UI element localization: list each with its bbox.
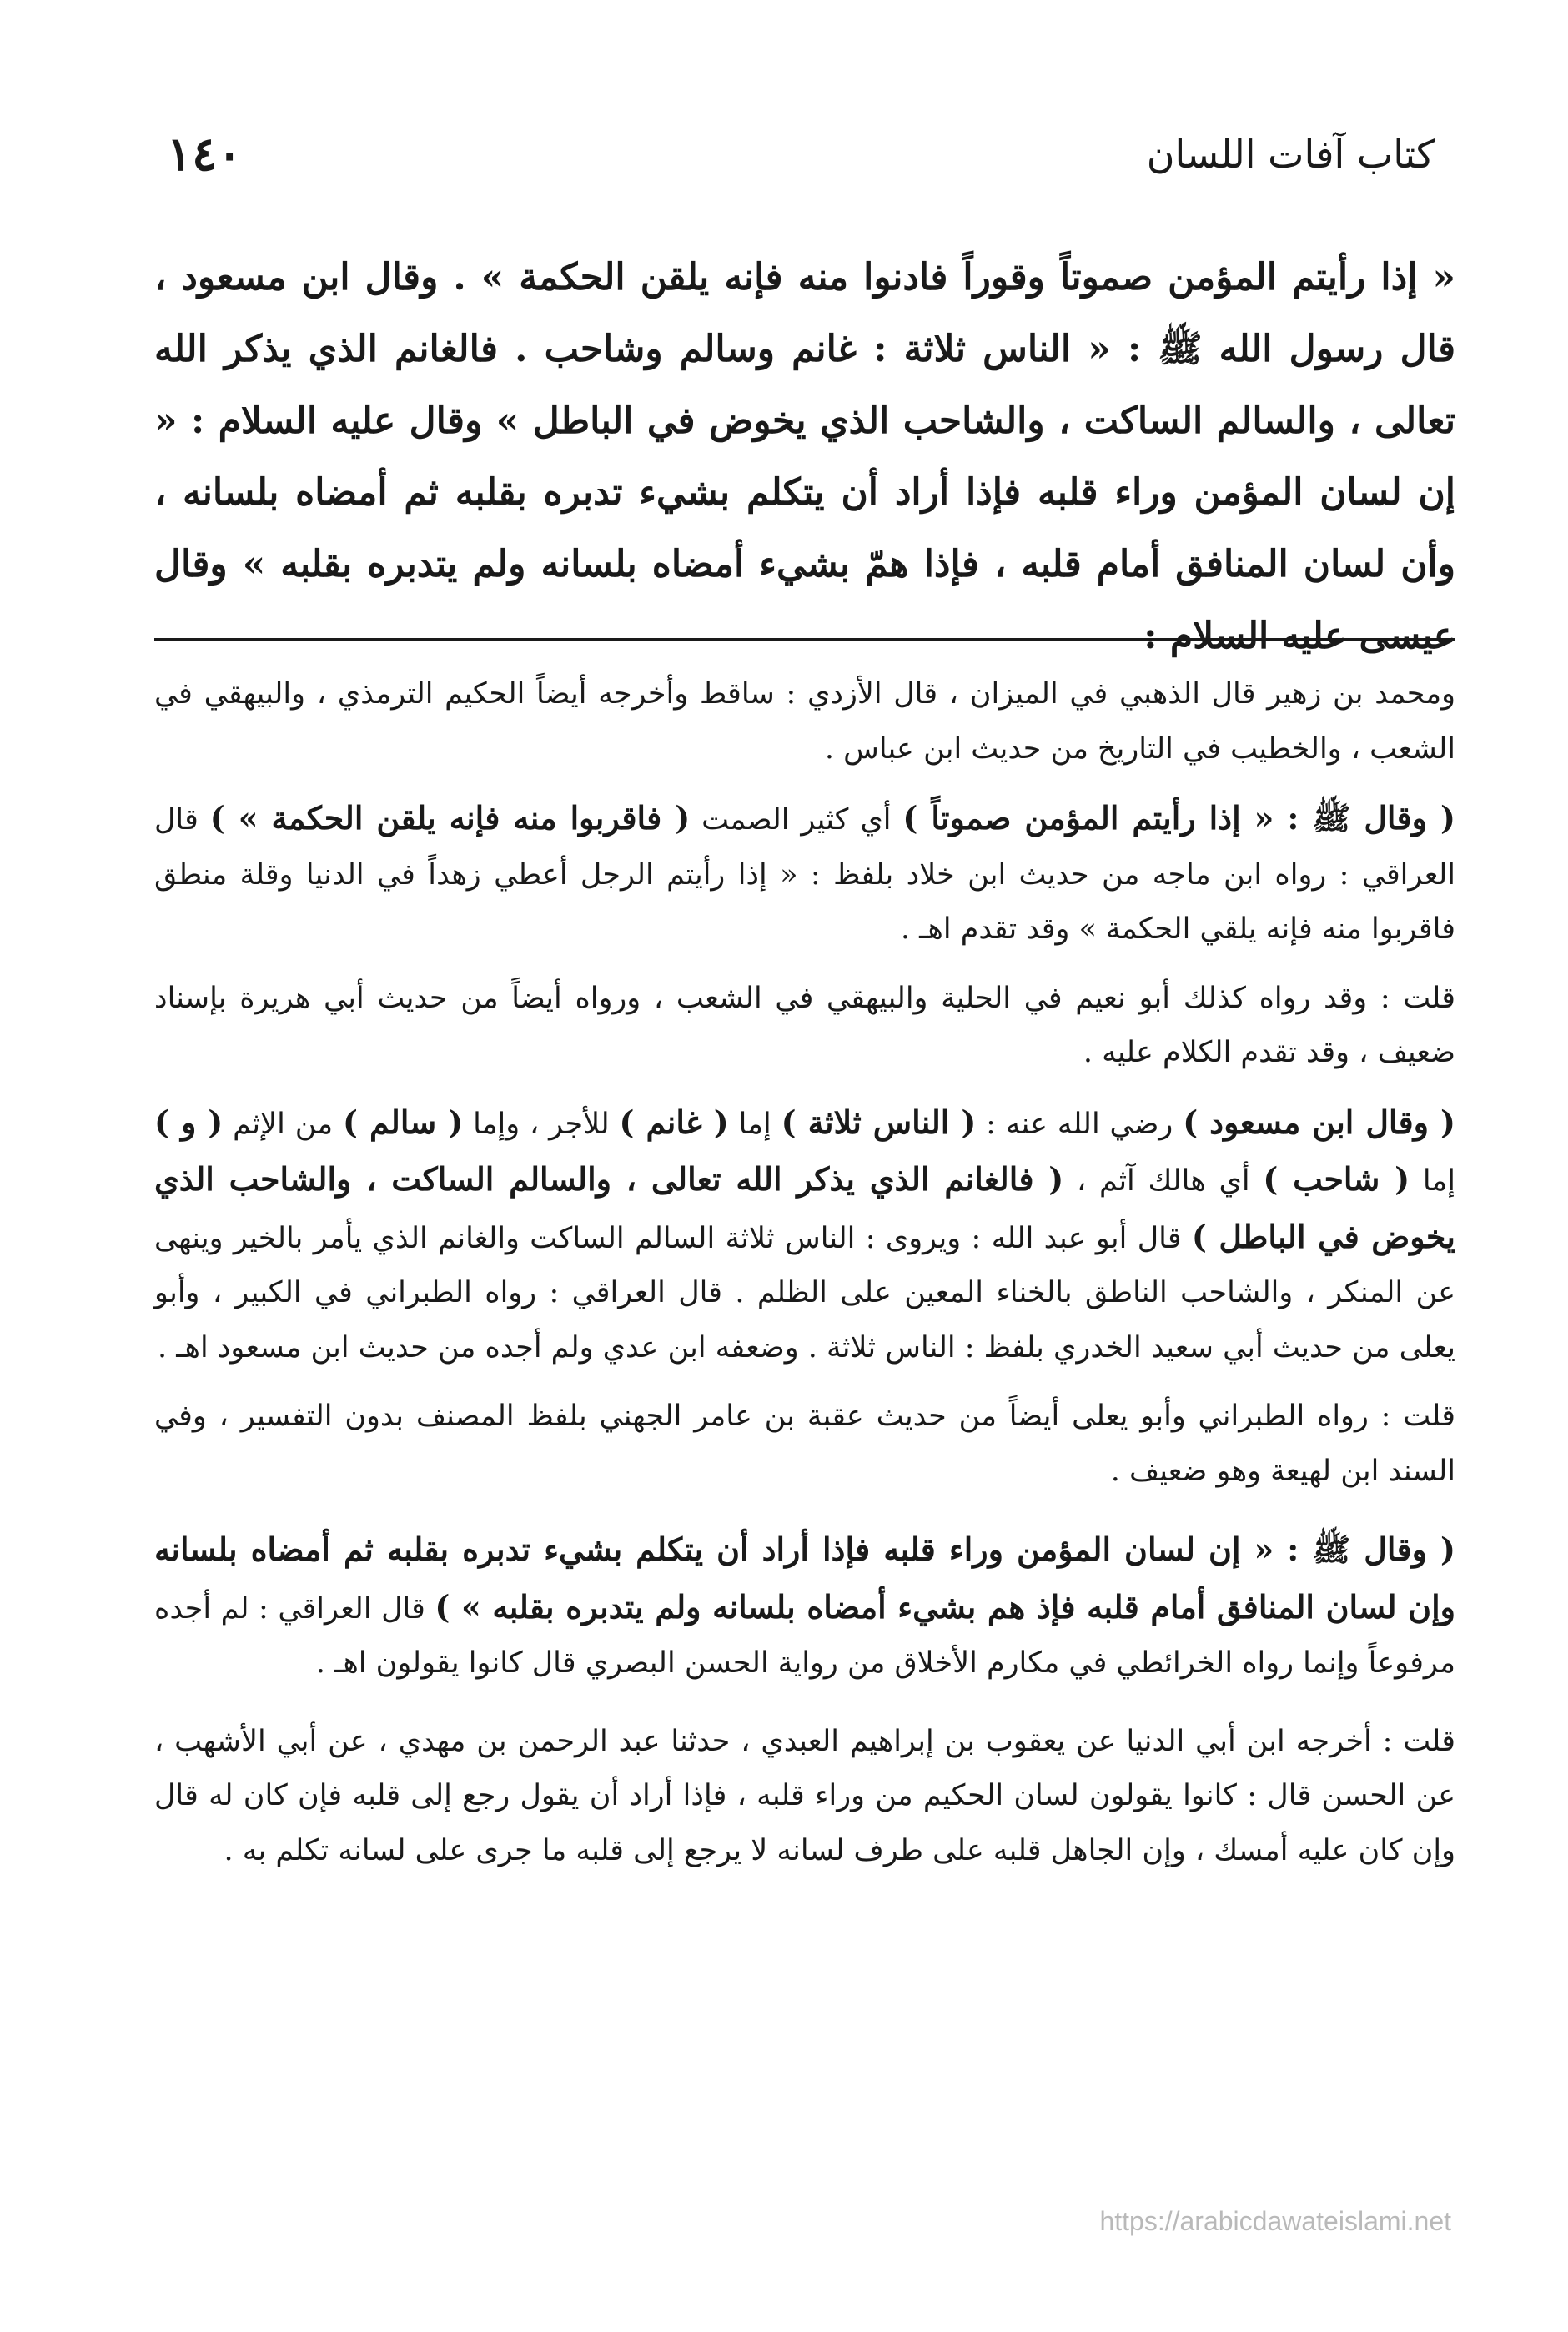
commentary-paragraph: [154, 1390, 1455, 1499]
quoted-matn: ( شاحب ): [1263, 1160, 1410, 1198]
commentary-text: للأجر ، وإما: [463, 1107, 620, 1141]
quoted-matn: ( وقال ابن مسعود ): [1183, 1103, 1455, 1141]
quoted-matn: ( وقال ﷺ : « إن لسان المؤمن وراء قلبه فإذا أراد أن يتكلم بشيء تدبره بقلبه ثم أمضاه بلسانه وإن لسان المنافق أمام قلبه فإذ هم بشيء أمضاه بلسانه ولم يتدبره بقلبه » ): [154, 1530, 1455, 1626]
commentary-text: ومحمد بن زهير قال الذهبي في الميزان ، قال الأزدي : ساقط وأخرجه أيضاً الحكيم الترمذي ، والبيهقي في الشعب ، والخطيب في التاريخ من حديث ابن عباس .: [154, 677, 1455, 766]
quoted-matn: ( غانم ): [619, 1103, 729, 1141]
quoted-matn: ( و ): [154, 1103, 224, 1141]
quoted-matn: ( فاقربوا منه فإنه يلقن الحكمة » ): [209, 799, 691, 837]
commentary-text: قال أبو عبد الله : ويروى : الناس ثلاثة السالم الساكت والغانم الذي يأمر بالخير وينهى عن المنكر ، والشاحب الناطق بالخناء المعين على الظلم . قال العراقي : رواه الطبراني في الكبير ، وأبو يعلى من حديث أبي سعيد الخدري بلفظ : الناس ثلاثة . وضعفه ابن عدي ولم أجده من حديث ابن مسعود اهـ .: [154, 1221, 1455, 1365]
commentary-paragraph: [154, 1715, 1455, 1879]
commentary-text: إما: [1410, 1164, 1456, 1198]
commentary-text: قلت : وقد رواه كذلك أبو نعيم في الحلية والبيهقي في الشعب ، ورواه أيضاً من حديث أبي هريرة بإسناد ضعيف ، وقد تقدم الكلام عليه .: [154, 981, 1455, 1069]
commentary-paragraph: [154, 1095, 1455, 1376]
commentary-paragraph: [154, 791, 1455, 957]
watermark: https://arabicdawateislami.net: [1099, 2206, 1451, 2236]
page-header: [167, 125, 1435, 183]
commentary-text: من الإثم: [223, 1107, 343, 1141]
commentary-text: قال العراقي : لم أجده مرفوعاً وإنما رواه الخرائطي في مكارم الأخلاق من رواية الحسن البصري قال كانوا يقولون اهـ .: [154, 1591, 1455, 1680]
running-title: كتاب آفات اللسان: [1146, 132, 1435, 177]
footnote-separator: [154, 638, 1455, 641]
quoted-matn: ( الناس ثلاثة ): [781, 1103, 977, 1141]
commentary-text: قال العراقي : رواه ابن ماجه من حديث ابن خلاد بلفظ : « إذا رأيتم الرجل أعطي زهداً في الدنيا وقلة منطق فاقربوا منه فإنه يلقي الحكمة » وقد تقدم اهـ .: [154, 803, 1455, 946]
commentary-text: إما: [728, 1107, 781, 1141]
quoted-matn: ( وقال ﷺ : « إذا رأيتم المؤمن صموتاً ): [902, 799, 1456, 837]
commentary-paragraph: [154, 972, 1455, 1081]
commentary-text: قلت : أخرجه ابن أبي الدنيا عن يعقوب بن إبراهيم العبدي ، حدثنا عبد الرحمن بن مهدي ، عن أبي الأشهب ، عن الحسن قال : كانوا يقولون لسان الحكيم من وراء قلبه ، فإذا أراد أن يقول رجع إلى قلبه فإن كان له قال وإن كان عليه أمسك ، وإن الجاهل قلبه على طرف لسانه لا يرجع إلى قلبه ما جرى على لسانه تكلم به .: [154, 1724, 1455, 1867]
quoted-matn: ( سالم ): [343, 1103, 464, 1141]
commentary: [154, 667, 1455, 1892]
commentary-text: أي هالك آثم ،: [1063, 1164, 1264, 1198]
commentary-text: قلت : رواه الطبراني وأبو يعلى أيضاً من حديث عقبة بن عامر الجهني بلفظ المصنف بدون التفسير ، وفي السند ابن لهيعة وهو ضعيف .: [154, 1400, 1455, 1488]
commentary-paragraph: [154, 667, 1455, 776]
commentary-text: رضي الله عنه :: [976, 1107, 1184, 1141]
quoted-matn: ( فالغانم الذي يذكر الله تعالى ، والسالم الساكت ، والشاحب الذي يخوض في الباطل ): [154, 1160, 1455, 1255]
page-number: ١٤٠: [167, 127, 243, 182]
commentary-text: أي كثير الصمت: [690, 803, 903, 837]
main-text: « إذا رأيتم المؤمن صموتاً وقوراً فادنوا منه فإنه يلقن الحكمة » . وقال ابن مسعود ، قال رسول الله ﷺ : « الناس ثلاثة : غانم وسالم وشاحب . فالغانم الذي يذكر الله تعالى ، والسالم الساكت ، والشاحب الذي يخوض في الباطل » وقال عليه السلام : « إن لسان المؤمن وراء قلبه فإذا أراد أن يتكلم بشيء تدبره بقلبه ثم أمضاه بلسانه ، وأن لسان المنافق أمام قلبه ، فإذا همّ بشيء أمضاه بلسانه ولم يتدبره بقلبه » وقال عيسى عليه السلام :: [154, 256, 1455, 657]
commentary-paragraph: [154, 1522, 1455, 1691]
